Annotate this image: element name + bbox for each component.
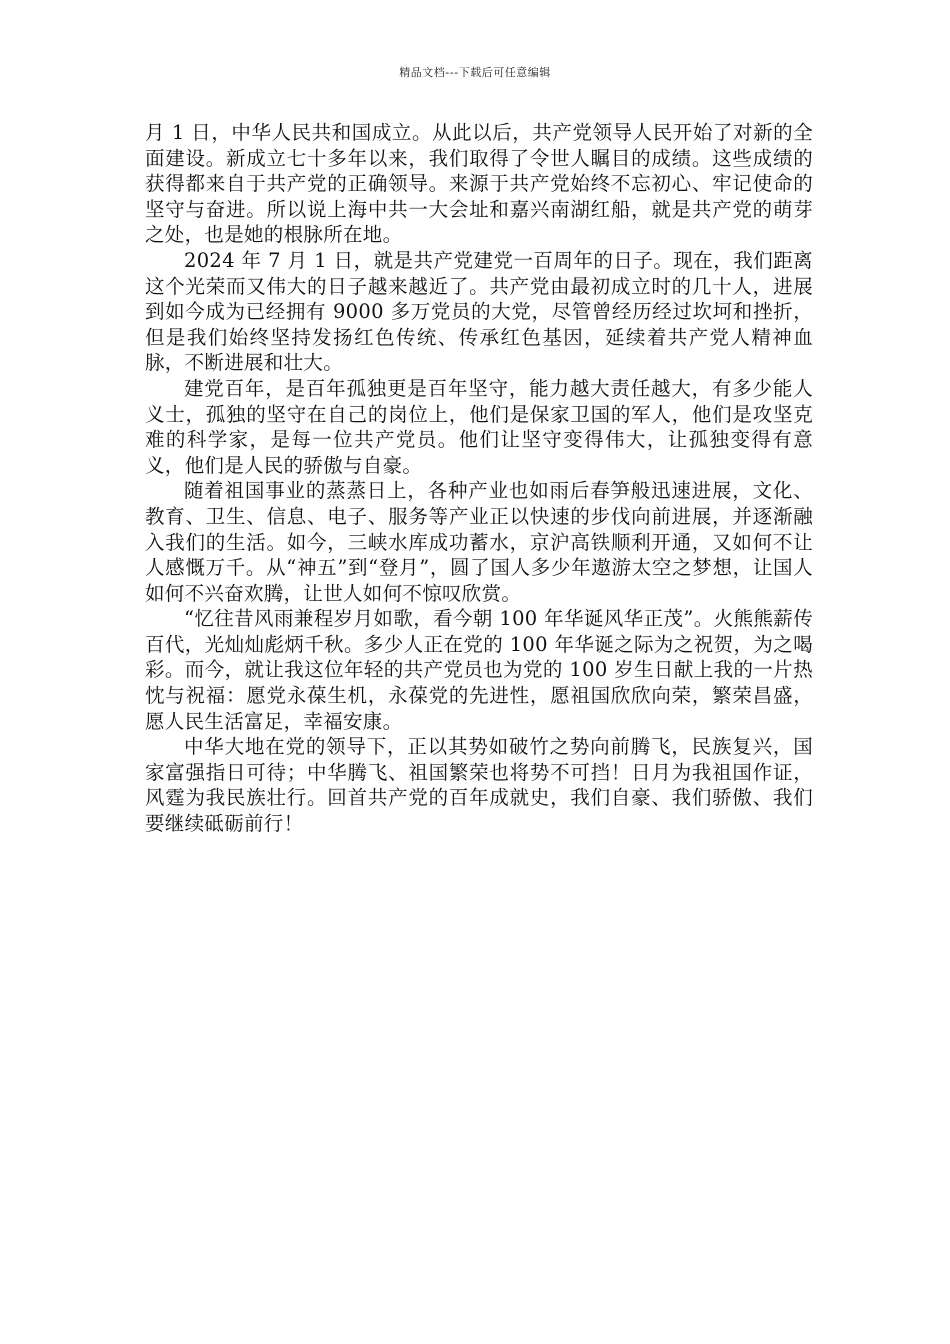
paragraph-hundred-years: 建党百年，是百年孤独更是百年坚守，能力越大责任越大，有多少能人义士，孤独的坚守在自己的岗位上，他们是保家卫国的军人，他们是攻坚克难的科学家，是每一位共产党员。他们让坚守变得伟大，让孤独变得有意义，他们是人民的骄傲与自豪。 (145, 376, 813, 477)
paragraph-progress: 随着祖国事业的蒸蒸日上，各种产业也如雨后春笋般迅速进展，文化、教育、卫生、信息、电子、服务等产业正以快速的步伐向前进展，并逐渐融入我们的生活。如今，三峡水库成功蓄水，京沪高铁顺利开通，又如何不让人感慨万千。从“神五”到“登月”，圆了国人多少年遨游太空之梦想，让国人如何不兴奋欢腾，让世人如何不惊叹欣赏。 (145, 479, 813, 605)
paragraph-anniversary: 2024 年 7 月 1 日，就是共产党建党一百周年的日子。现在，我们距离这个光荣而又伟大的日子越来越近了。共产党由最初成立时的几十人，进展到如今成为已经拥有 9000 多万党员的大党，尽管曾经历经过坎坷和挫折，但是我们始终坚持发扬红色传统、传承红色基因，延续着共产党人精神血脉，不断进展和壮大。 (145, 248, 813, 375)
document-body (145, 120, 813, 837)
paragraph-conclusion: 中华大地在党的领导下，正以其势如破竹之势向前腾飞，民族复兴，国家富强指日可待；中华腾飞、祖国繁荣也将势不可挡！日月为我祖国作证，风霆为我民族壮行。回首共产党的百年成就史，我们自豪、我们骄傲、我们要继续砥砺前行！ (145, 735, 813, 836)
paragraph-continuation: 月 1 日，中华人民共和国成立。从此以后，共产党领导人民开始了对新的全面建设。新成立七十多年以来，我们取得了令世人瞩目的成绩。这些成绩的获得都来自于共产党的正确领导。来源于共产党始终不忘初心、牢记使命的坚守与奋进。所以说上海中共一大会址和嘉兴南湖红船，就是共产党的萌芽之处，也是她的根脉所在地。 (145, 121, 813, 247)
paragraph-celebration: “忆往昔风雨兼程岁月如歌，看今朝 100 年华诞风华正茂”。火熊熊薪传百代，光灿灿彪炳千秋。多少人正在党的 100 年华诞之际为之祝贺，为之喝彩。而今，就让我这位年轻的共产党员也为党的 100 岁生日献上我的一片热忱与祝福：愿党永葆生机，永葆党的先进性，愿祖国欣欣向荣，繁荣昌盛，愿人民生活富足，幸福安康。 (145, 607, 813, 733)
page-header: 精品文档---下载后可任意编辑 (399, 66, 551, 79)
